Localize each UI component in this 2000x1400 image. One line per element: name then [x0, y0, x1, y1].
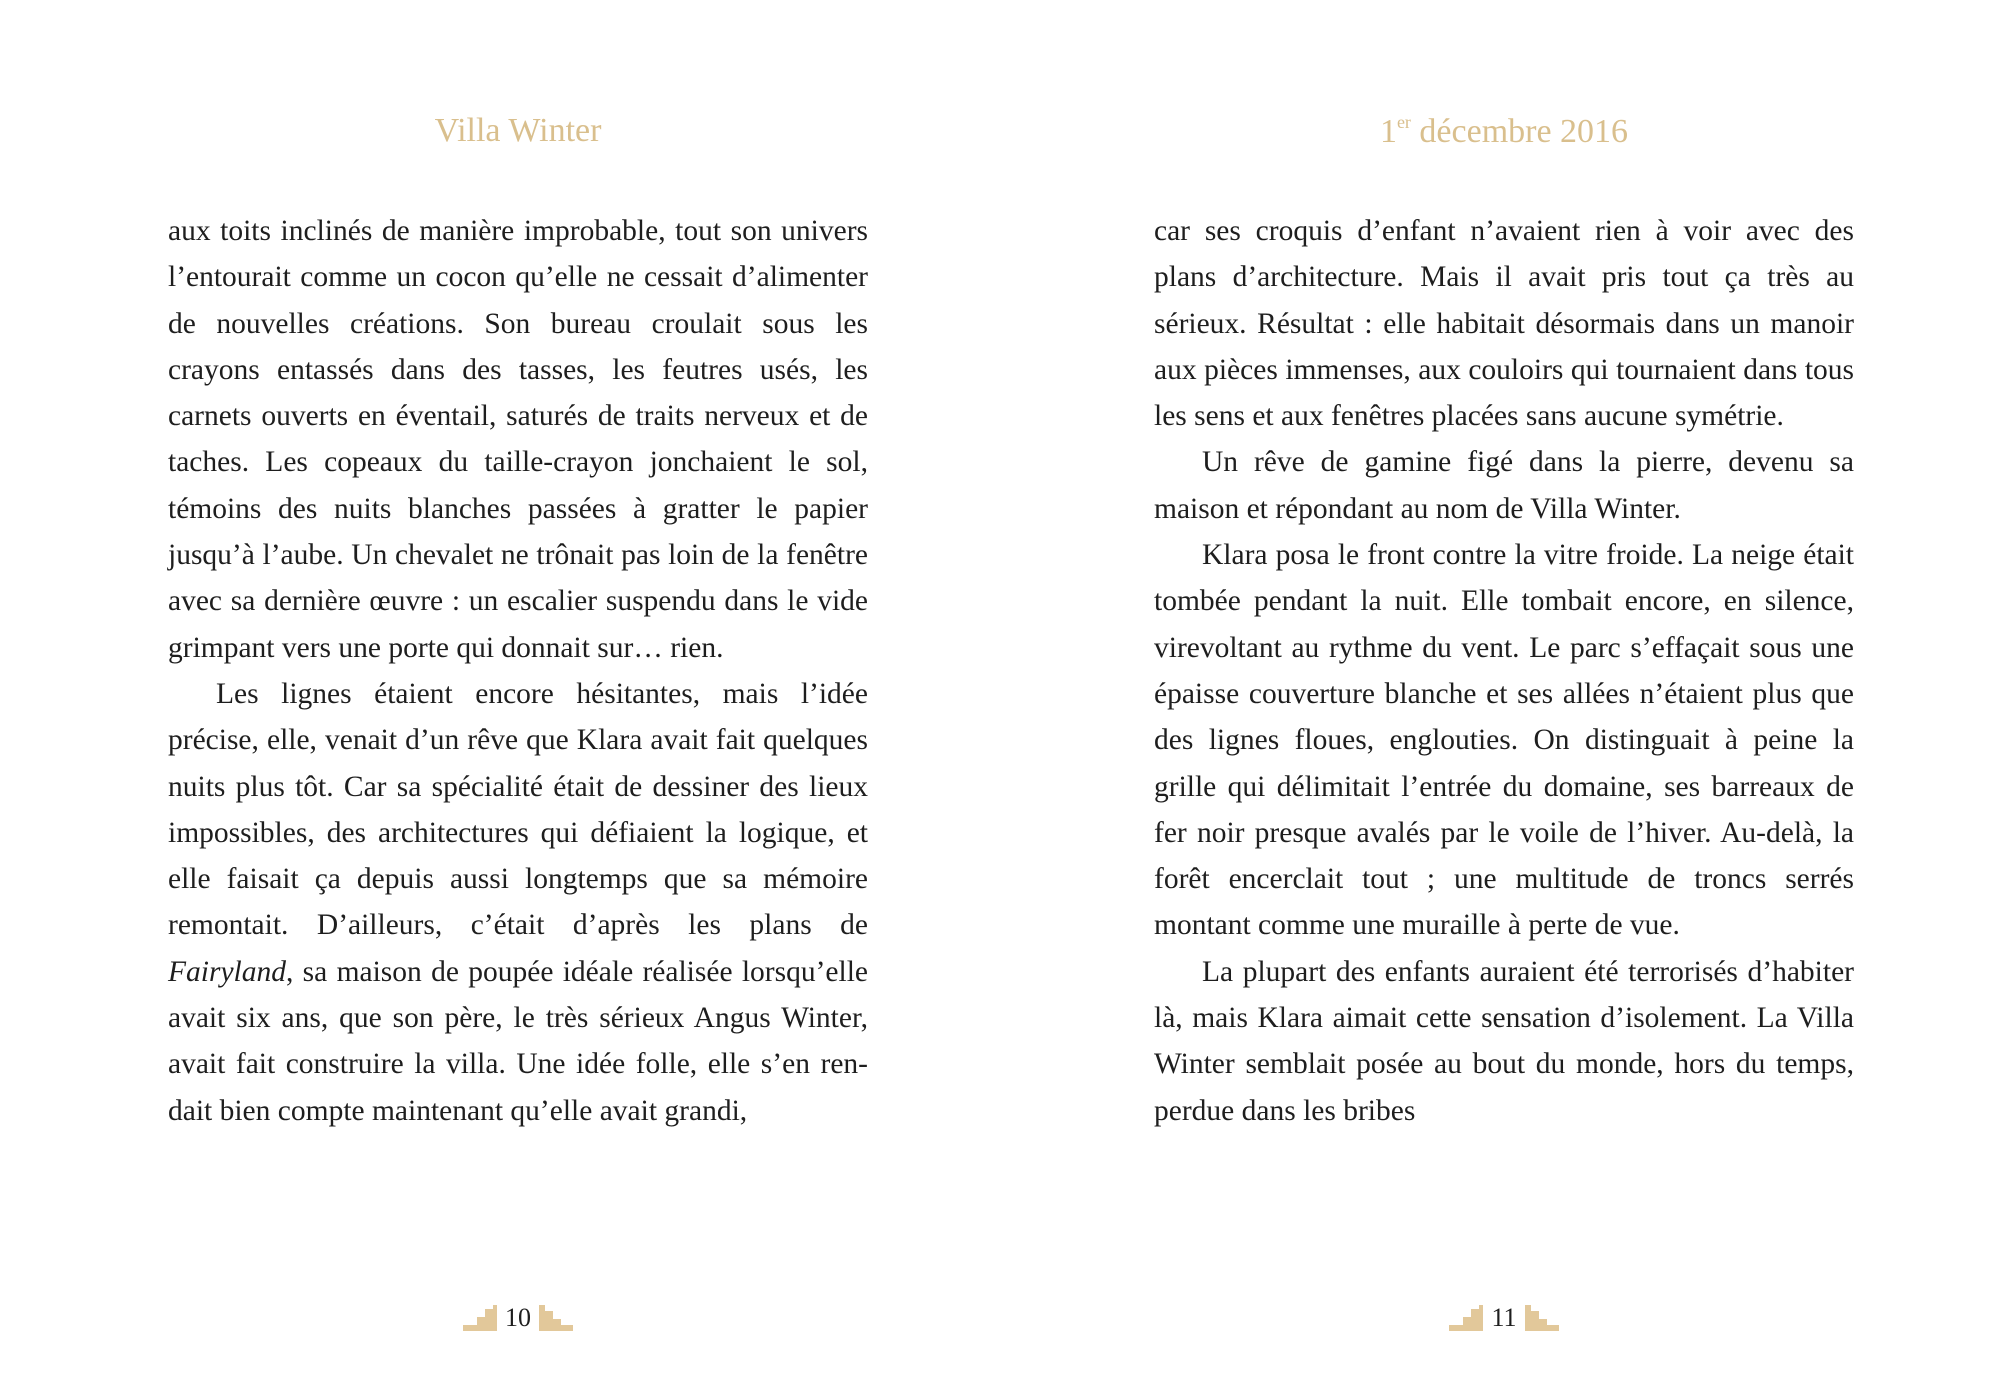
left-page-body — [168, 208, 868, 1134]
running-head-left: Villa Winter — [434, 112, 602, 149]
paragraph: aux toits inclinés de manière improbable, tout son univers l’entourait comme un cocon qu’elle ne cessait d’alimenter de nouvelles créations. Son bureau croulait sous les crayons entassés dans des tasses, les feutres usés, les carnets ouverts en éventail, saturés de traits nerveux et de taches. Les copeaux du taille-crayon jonchaient le sol, témoins des nuits blanches passées à gratter le papier jusqu’à l’aube. Un chevalet ne trônait pas loin de la fenêtre avec sa dernière œuvre : un escalier suspendu dans le vide grimpant vers une porte qui donnait sur… rien. — [168, 215, 868, 664]
right-page-body — [1154, 208, 1854, 1134]
stair-step-ornament-icon — [463, 1305, 497, 1331]
running-head-day: 1 — [1379, 113, 1397, 150]
stair-step-ornament-icon — [1449, 1305, 1483, 1331]
running-head-date: décembre 2016 — [1410, 113, 1629, 150]
paragraph-text: Les lignes étaient encore hésitantes, mais l’idée précise, elle, venait d’un rêve que Klara avait fait quelques nuits plus tôt. Car sa spécialité était de dessiner des lieux impossibles, des architectures qui défiaient la logique, et elle faisait ça depuis aussi longtemps que sa mémoire remontait. D’ailleurs, c’était d’après les plans de — [168, 677, 868, 942]
page-number-left — [168, 1300, 868, 1336]
running-head-ordinal: er — [1396, 112, 1411, 132]
page-number: 10 — [505, 1303, 531, 1332]
paragraph: La plupart des enfants auraient été terrorisés d’habiter là, mais Klara aimait cette sensation d’isolement. La Villa Winter semblait posée au bout du monde, hors du temps, perdue dans les bribes — [1154, 955, 1854, 1127]
right-page — [1154, 0, 1854, 1400]
paragraph-text: , sa maison de poupée idéale réalisée lorsqu’elle avait six ans, que son père, le très sérieux Angus Winter, avait fait construire la villa. Une idée folle, elle s’en rendait bien compte maintenant qu’elle avait grandi, — [168, 955, 868, 1127]
stair-step-ornament-icon — [539, 1305, 573, 1331]
left-page — [168, 0, 868, 1400]
italic-title: Fairyland — [168, 955, 286, 988]
paragraph: Un rêve de gamine figé dans la pierre, devenu sa maison et répondant au nom de Villa Winter. — [1154, 446, 1854, 525]
page-number-right — [1154, 1300, 1854, 1336]
page-number: 11 — [1491, 1303, 1517, 1332]
paragraph: car ses croquis d’enfant n’avaient rien à voir avec des plans d’architecture. Mais il avait pris tout ça très au sérieux. Résultat : elle habitait désormais dans un manoir aux pièces immenses, aux couloirs qui tournaient dans tous les sens et aux fenêtres placées sans aucune symétrie. — [1154, 215, 1854, 433]
running-head-right — [1154, 112, 1854, 151]
stair-step-ornament-icon — [1525, 1305, 1559, 1331]
paragraph — [168, 671, 868, 1134]
paragraph: Klara posa le front contre la vitre froide. La neige était tombée pendant la nuit. Elle tombait encore, en silence, virevoltant au rythme du vent. Le parc s’effaçait sous une épaisse couverture blanche et ses allées n’étaient plus que des lignes floues, englouties. On distinguait à peine la grille qui délimitait l’entrée du domaine, ses barreaux de fer noir presque avalés par le voile de l’hiver. Au-delà, la forêt encerclait tout ; une multitude de troncs serrés montant comme une muraille à perte de vue. — [1154, 539, 1854, 942]
